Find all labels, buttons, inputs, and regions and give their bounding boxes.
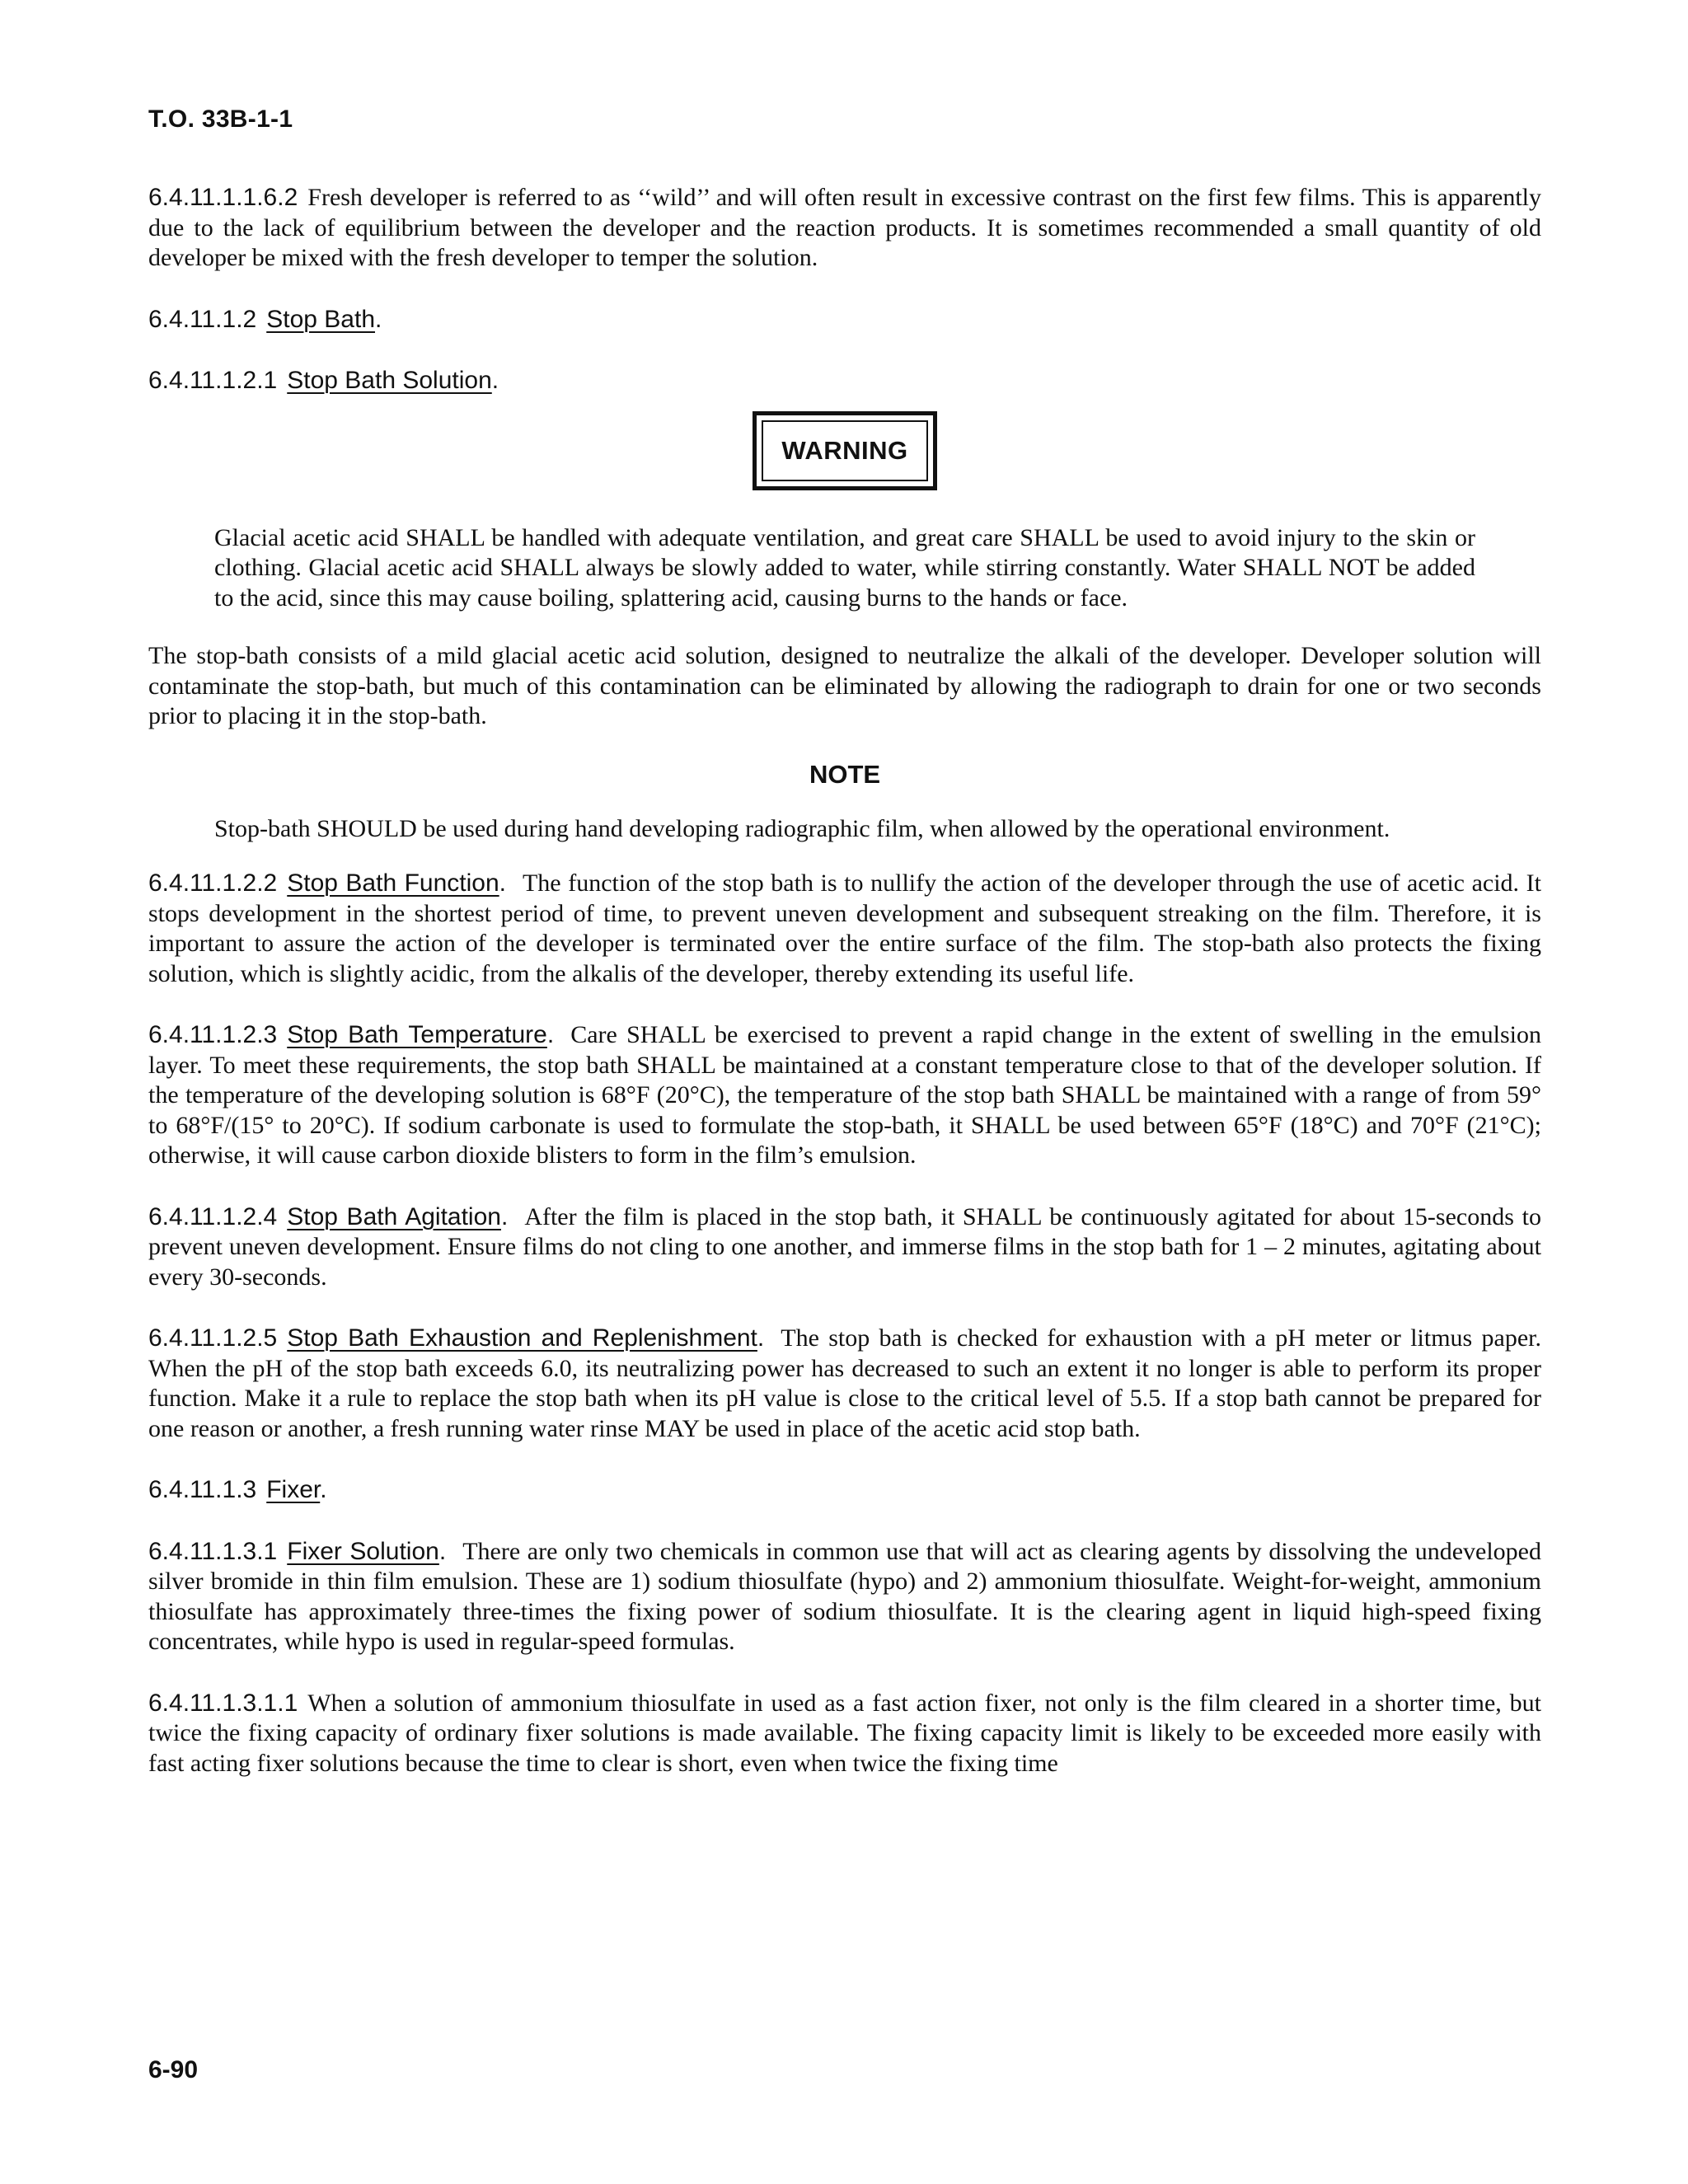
heading-6-4-11-1-2: 6.4.11.1.2 Stop Bath. <box>148 305 382 333</box>
warning-label: WARNING <box>762 420 927 481</box>
note-text: Stop-bath SHOULD be used during hand developing radiographic film, when allowed by the operational environment. <box>214 814 1390 842</box>
document-page <box>148 0 1541 2184</box>
paragraph-number: 6.4.11.1.2.4 <box>148 1202 278 1230</box>
paragraph-text: When a solution of ammonium thiosulfate in used as a fast action fixer, not only is the film cleared in a shorter time, but twice the fixing capacity of ordinary fixer solutions is made available. The fixing capacity limit is likely to be exceeded more easily with fast acting fixer solutions because the time to clear is short, even when twice the fixing time <box>148 1689 1541 1777</box>
heading-title: Stop Bath Solution <box>287 367 492 394</box>
paragraph-title: Stop Bath Exhaustion and Replenishment <box>287 1324 757 1352</box>
heading-title: Fixer <box>266 1476 321 1503</box>
page-content <box>148 183 1541 1810</box>
paragraph-text: The function of the stop bath is to nullify the action of the developer through the use of acetic acid. It stops development in the shortest period of time, to prevent uneven development and subsequent streaking on the film. Therefore, it is important to assure the action of the developer is terminated over the entire surface of the film. The stop-bath also protects the fixing solution, which is slightly acidic, from the alkalis of the developer, thereby extending its useful life. <box>148 869 1541 987</box>
paragraph-6-4-11-1-1-6-2 <box>148 183 1541 274</box>
paragraph-number: 6.4.11.1.3.1.1 <box>148 1689 298 1717</box>
document-id-header: T.O. 33B-1-1 <box>148 105 293 133</box>
warning-box <box>753 411 936 490</box>
paragraph-6-4-11-1-2-3: 6.4.11.1.2.3 Stop Bath Temperature. Care SHALL be exercised to prevent a rapid change in the extent of swelling in the emulsion layer. To meet these requirements, the stop bath SHALL be maintained at a constant temperature close to that of the developer solution. If the temperature of the developing solution is 68°F (20°C), the temperature of the stop bath SHALL be maintained with a range of from 59° to 68°F/(15° to 20°C). If sodium carbonate is used to formulate the stop-bath, it SHALL be used between 65°F (18°C) and 70°F (21°C); otherwise, it will cause carbon dioxide blisters to form in the film’s emulsion. <box>148 1021 1542 1169</box>
paragraph-number: 6.4.11.1.2.2 <box>148 869 278 897</box>
paragraph-number: 6.4.11.1.1.6.2 <box>148 184 298 211</box>
paragraph-title: Fixer Solution <box>287 1537 439 1565</box>
paragraph-6-4-11-1-2-2: 6.4.11.1.2.2 Stop Bath Function. The function of the stop bath is to nullify the action of the developer through the use of acetic acid. It stops development in the shortest period of time, to prevent uneven development and subsequent streaking on the film. Therefore, it is important to assure the action of the developer is terminated over the entire surface of the film. The stop-bath also protects the fixing solution, which is slightly acidic, from the alkalis of the developer, thereby extending its useful life. <box>148 869 1541 987</box>
paragraph-6-4-11-1-3-1-1 <box>148 1689 1541 1779</box>
paragraph-6-4-11-1-2-5: 6.4.11.1.2.5 Stop Bath Exhaustion and Replenishment. The stop bath is checked for exhaustion with a pH meter or litmus paper. When the pH of the stop bath exceeds 6.0, its neutralizing power has decreased to such an extent it no longer is able to perform its proper function. Make it a rule to replace the stop bath when its pH value is close to the critical level of 5.5. If a stop bath cannot be prepared for one reason or another, a fresh running water rinse MAY be used in place of the acetic acid stop bath. <box>148 1324 1542 1442</box>
paragraph-6-4-11-1-2-4: 6.4.11.1.2.4 Stop Bath Agitation. After the film is placed in the stop bath, it SHALL be continuously agitated for about 15-seconds to prevent uneven development. Ensure films do not cling to one another, and immerse films in the stop bath for 1 – 2 minutes, agitating about every 30-seconds. <box>148 1202 1541 1291</box>
page-number-footer: 6-90 <box>148 2056 199 2083</box>
heading-number: 6.4.11.1.2.1 <box>148 367 278 394</box>
paragraph-text: Care SHALL be exercised to prevent a rapid change in the extent of swelling in the emulsion layer. To meet these requirements, the stop bath SHALL be maintained at a constant temperature close to that of the developer solution. If the temperature of the developing solution is 68°F (20°C), the temperature of the stop bath SHALL be maintained with a range of from 59° to 68°F/(15° to 20°C). If sodium carbonate is used to formulate the stop-bath, it SHALL be used between 65°F (18°C) and 70°F (21°C); otherwise, it will cause carbon dioxide blisters to form in the film’s emulsion. <box>148 1021 1542 1169</box>
paragraph-6-4-11-1-3-1: 6.4.11.1.3.1 Fixer Solution. There are only two chemicals in common use that will act as clearing agents by dissolving the undeveloped silver bromide in thin film emulsion. These are 1) sodium thiosulfate (hypo) and 2) ammonium thiosulfate. Weight-for-weight, ammonium thiosulfate has approximately three-times the fixing power of sodium thiosulfate. It is the clearing agent in liquid high-speed fixing concentrates, while hypo is used in regular-speed formulas. <box>148 1537 1541 1655</box>
paragraph-text: Fresh developer is referred to as ‘‘wild’’ and will often result in excessive contrast on the first few films. This is apparently due to the lack of equilibrium between the developer and the reaction products. It is sometimes recommended a small quantity of old developer be mixed with the fresh developer to temper the solution. <box>148 184 1541 271</box>
heading-number: 6.4.11.1.2 <box>148 305 257 333</box>
warning-text: Glacial acetic acid SHALL be handled with adequate ventilation, and great care SHALL be used to avoid injury to the skin or clothing. Glacial acetic acid SHALL always be slowly added to water, while stirring constantly. Water SHALL NOT be added to the acid, since this may cause boiling, splattering acid, causing burns to the hands or face. <box>214 523 1475 612</box>
paragraph-stop-bath-consists: The stop-bath consists of a mild glacial acetic acid solution, designed to neutralize the alkali of the developer. Developer solution will contaminate the stop-bath, but much of this contamination can be eliminated by allowing the radiograph to drain for one or two seconds prior to placing it in the stop-bath. <box>148 642 1541 729</box>
heading-title: Stop Bath <box>266 305 375 333</box>
paragraph-text: There are only two chemicals in common use that will act as clearing agents by dissolving the undeveloped silver bromide in thin film emulsion. These are 1) sodium thiosulfate (hypo) and 2) ammonium thiosulfate. Weight-for-weight, ammonium thiosulfate has approximately three-times the fixing power of sodium thiosulfate. It is the clearing agent in liquid high-speed fixing concentrates, while hypo is used in regular-speed formulas. <box>148 1537 1541 1655</box>
heading-6-4-11-1-2-1: 6.4.11.1.2.1 Stop Bath Solution. <box>148 367 499 394</box>
heading-6-4-11-1-3: 6.4.11.1.3 Fixer. <box>148 1476 327 1503</box>
paragraph-title: Stop Bath Function <box>287 869 499 897</box>
paragraph-number: 6.4.11.1.3.1 <box>148 1537 278 1565</box>
paragraph-title: Stop Bath Temperature <box>287 1021 547 1048</box>
paragraph-text: The stop bath is checked for exhaustion with a pH meter or litmus paper. When the pH of the stop bath exceeds 6.0, its neutralizing power has decreased to such an extent it no longer is able to perform its proper function. Make it a rule to replace the stop bath when its pH value is close to the critical level of 5.5. If a stop bath cannot be prepared for one reason or another, a fresh running water rinse MAY be used in place of the acetic acid stop bath. <box>148 1324 1542 1442</box>
paragraph-number: 6.4.11.1.2.3 <box>148 1021 278 1048</box>
paragraph-title: Stop Bath Agitation <box>287 1202 501 1230</box>
warning-label-container <box>148 411 1541 490</box>
note-label: NOTE <box>809 759 881 789</box>
heading-number: 6.4.11.1.3 <box>148 1476 257 1503</box>
paragraph-text: After the film is placed in the stop bath, it SHALL be continuously agitated for about 15-seconds to prevent uneven development. Ensure films do not cling to one another, and immerse films in the stop bath for 1 – 2 minutes, agitating about every 30-seconds. <box>148 1202 1541 1291</box>
paragraph-number: 6.4.11.1.2.5 <box>148 1324 278 1352</box>
